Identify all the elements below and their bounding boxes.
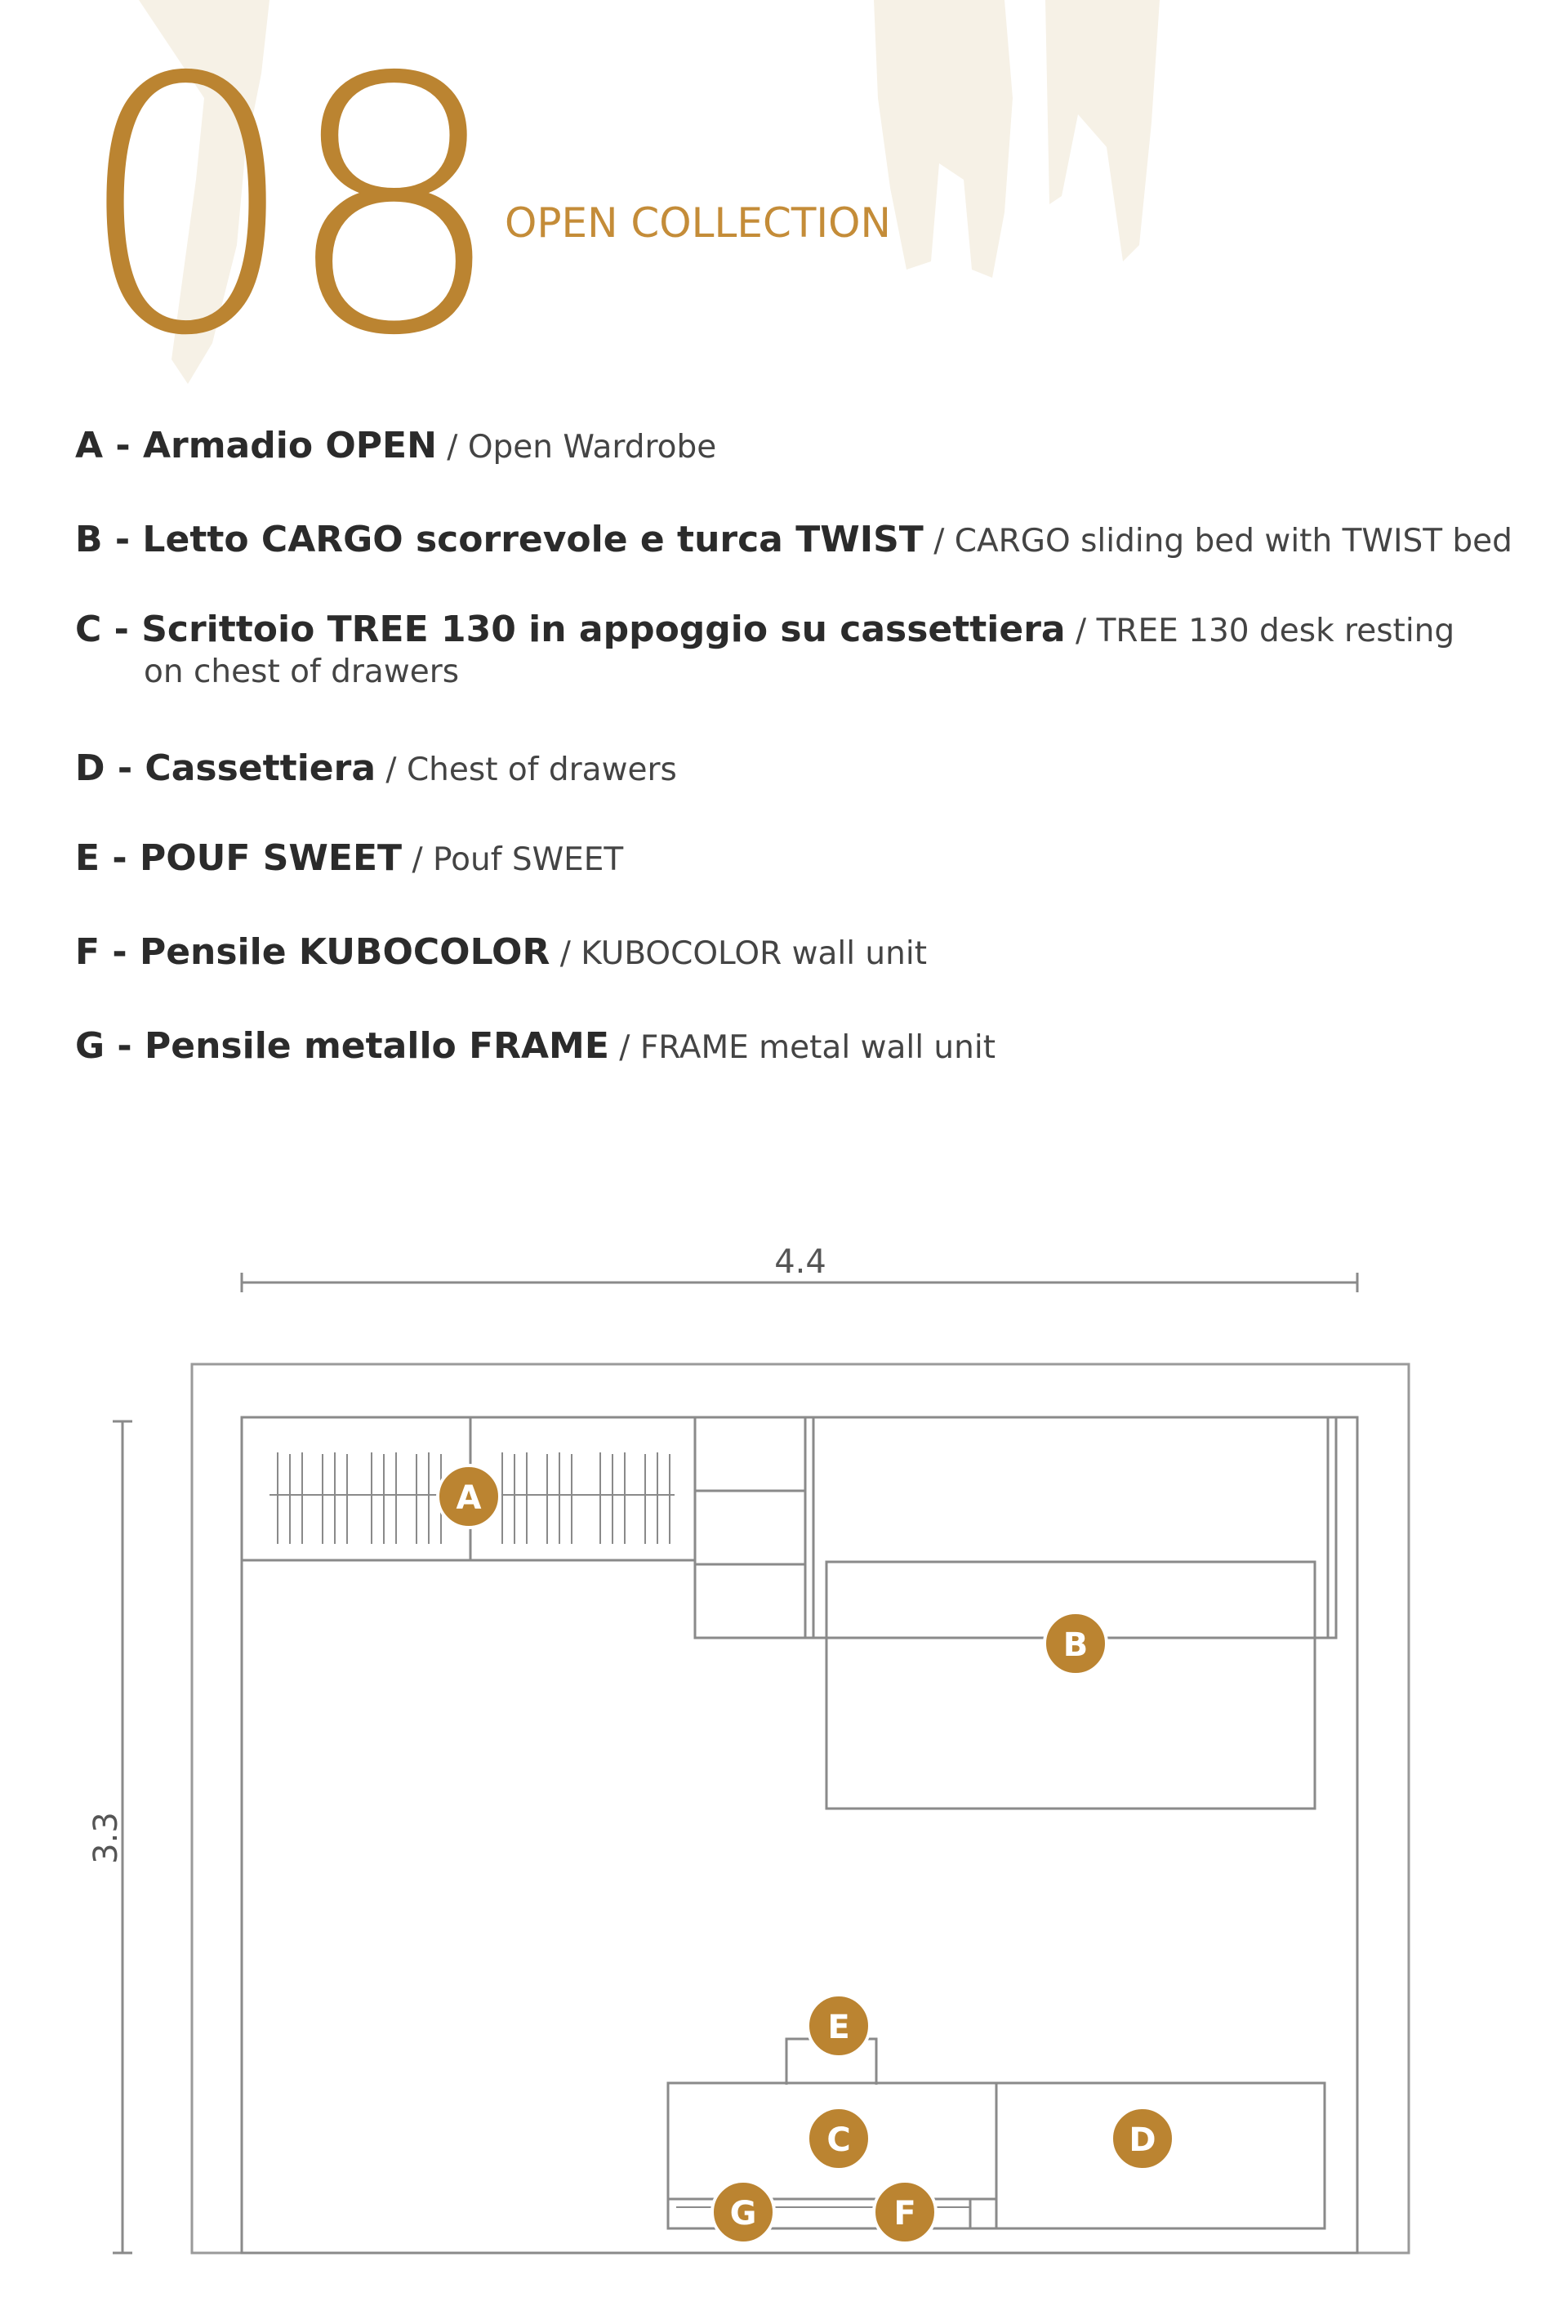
legend-separator: /: [402, 841, 433, 878]
legend-title-it: G - Pensile metallo FRAME: [75, 1025, 609, 1067]
room-inner-wall: [242, 1417, 1357, 2253]
marker-c-label: C: [826, 2121, 851, 2159]
legend-title-it: A - Armadio OPEN: [75, 425, 437, 466]
floor-plan: [0, 1201, 1568, 2324]
legend-separator: /: [436, 429, 468, 466]
legend-title-en: KUBOCOLOR wall unit: [581, 935, 927, 972]
marker-d-label: D: [1129, 2121, 1156, 2159]
legend-title-en: CARGO sliding bed with TWIST bed: [954, 523, 1512, 560]
legend-separator: /: [376, 752, 407, 788]
section-number: 08: [75, 4, 490, 413]
legend-title-en: Chest of drawers: [406, 752, 677, 788]
legend-title-it: E - POUF SWEET: [75, 837, 403, 879]
width-label: 4.4: [774, 1243, 826, 1281]
legend-title-it: D - Cassettiera: [75, 747, 376, 789]
legend-item-c: [75, 609, 1454, 690]
marker-a-label: A: [456, 1479, 482, 1517]
legend-item-f: [75, 931, 927, 973]
legend-separator: /: [1065, 613, 1097, 649]
legend-title-en: Open Wardrobe: [467, 429, 717, 466]
legend-item-g: [75, 1025, 996, 1067]
marker-b: [1045, 1613, 1107, 1675]
legend-title-it: C - Scrittoio TREE 130 in appoggio su cassettiera: [75, 609, 1066, 650]
marker-b-label: B: [1062, 1626, 1089, 1664]
marker-e: [808, 1995, 870, 2057]
legend-title-en: Pouf SWEET: [433, 841, 624, 878]
legend-title-it: B - Letto CARGO scorrevole e turca TWIST: [75, 519, 924, 560]
legend-title-it: F - Pensile KUBOCOLOR: [75, 931, 550, 973]
legend-item-a: [75, 425, 716, 466]
legend-item-b: [75, 519, 1512, 560]
marker-g-label: G: [729, 2195, 757, 2233]
marker-c: [808, 2108, 870, 2170]
legend-separator: /: [608, 1029, 640, 1066]
legend-title-en-continued: on chest of drawers: [144, 653, 460, 690]
depth-label: 3.3: [87, 1812, 125, 1864]
marker-a: [438, 1465, 500, 1528]
marker-e-label: E: [827, 2009, 850, 2046]
legend-item-e: [75, 837, 623, 879]
legend-title-en: FRAME metal wall unit: [639, 1029, 996, 1066]
legend-separator: /: [923, 523, 955, 560]
marker-f: [874, 2181, 936, 2243]
marker-d: [1111, 2108, 1174, 2170]
wardrobe-a: [242, 1417, 805, 1638]
legend-title-en: TREE 130 desk resting: [1096, 613, 1455, 649]
legend-item-d: [75, 747, 677, 789]
collection-title: OPEN COLLECTION: [505, 199, 891, 247]
legend-separator: /: [550, 935, 581, 972]
marker-f-label: F: [893, 2195, 916, 2233]
marker-g: [712, 2181, 774, 2243]
